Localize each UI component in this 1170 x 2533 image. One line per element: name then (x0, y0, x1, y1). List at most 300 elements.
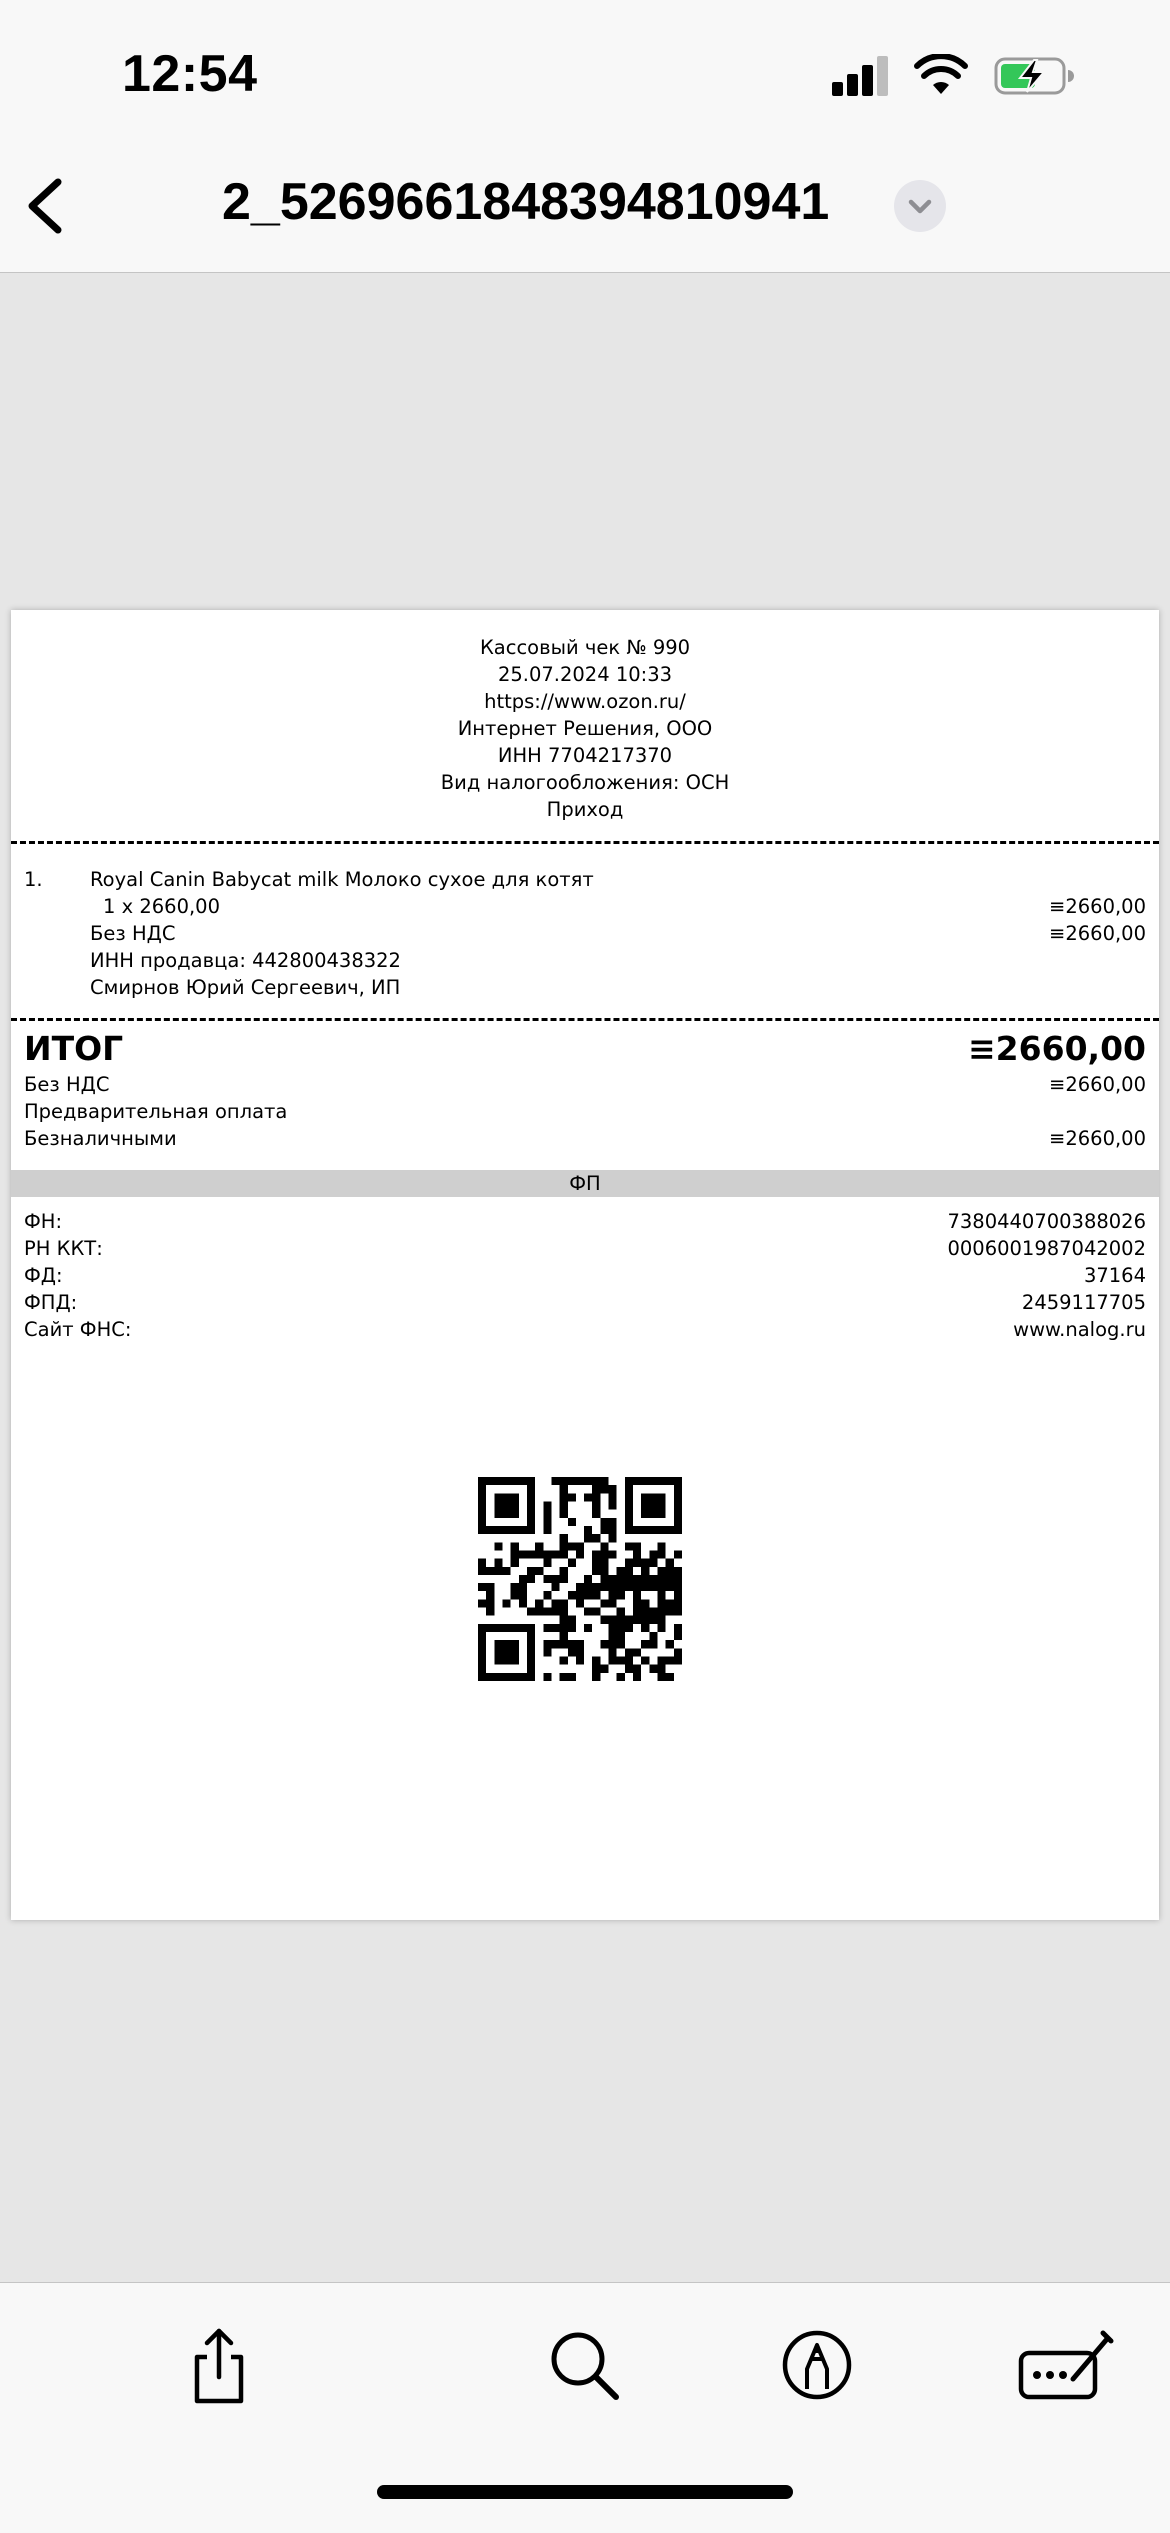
qr-module (576, 1542, 584, 1550)
qr-module (560, 1477, 568, 1485)
item-seller-inn-row (24, 947, 1146, 974)
qr-module (617, 1673, 625, 1681)
fiscal-value: 0006001987042002 (947, 1237, 1146, 1260)
dashed-divider (11, 841, 1159, 844)
qr-module (551, 1599, 559, 1607)
status-time: 12:54 (122, 45, 258, 103)
fiscal-row-fpd (24, 1289, 1146, 1316)
qr-module (609, 1640, 617, 1648)
qr-module (535, 1599, 543, 1607)
qr-module (592, 1657, 600, 1665)
qr-module (486, 1608, 494, 1616)
qr-module (568, 1648, 576, 1656)
qr-module (658, 1542, 666, 1550)
item-name: Royal Canin Babycat milk Молоко сухое для котят (90, 868, 594, 891)
sign-icon[interactable] (1017, 2323, 1117, 2407)
receipt-title: Кассовый чек № 990 (479, 636, 691, 659)
qr-module (674, 1567, 682, 1575)
qr-module (551, 1575, 559, 1583)
qr-module (568, 1640, 576, 1648)
qr-module (617, 1567, 625, 1575)
qr-module (658, 1550, 666, 1558)
qr-module (560, 1501, 568, 1509)
cashless-amount: ≡2660,00 (1049, 1127, 1146, 1150)
qr-module (535, 1608, 543, 1616)
qr-module (592, 1550, 600, 1558)
qr-module (617, 1640, 625, 1648)
qr-module (560, 1485, 568, 1493)
cashless-row (24, 1125, 1146, 1152)
qr-module (609, 1501, 617, 1509)
fiscal-row-rn-kkt (24, 1235, 1146, 1262)
qr-module (478, 1567, 486, 1575)
qr-module (560, 1608, 568, 1616)
qr-module (641, 1640, 649, 1648)
qr-module (674, 1657, 682, 1665)
total-vat-amount: ≡2660,00 (1049, 1073, 1146, 1096)
qr-module (600, 1526, 608, 1534)
item-qty-row (24, 893, 1146, 920)
fiscal-value: 2459117705 (1021, 1291, 1146, 1314)
qr-module (560, 1542, 568, 1550)
total-vat-row (24, 1071, 1146, 1098)
qr-module (592, 1534, 600, 1542)
qr-module (584, 1608, 592, 1616)
qr-module (511, 1550, 519, 1558)
qr-module (486, 1567, 494, 1575)
qr-module (600, 1559, 608, 1567)
qr-module (641, 1493, 665, 1517)
chevron-down-icon (894, 180, 946, 232)
qr-module (609, 1632, 617, 1640)
qr-module (609, 1616, 617, 1624)
receipt-website: https://www.ozon.ru/ (484, 690, 686, 713)
qr-module (609, 1575, 617, 1583)
qr-module (625, 1559, 633, 1567)
qr-module (543, 1648, 551, 1656)
qr-module (486, 1583, 494, 1591)
qr-module (584, 1534, 592, 1542)
qr-module (625, 1657, 633, 1665)
qr-module (625, 1648, 633, 1656)
qr-module (617, 1575, 625, 1583)
qr-module (592, 1591, 600, 1599)
qr-module (560, 1624, 568, 1632)
qr-module (560, 1673, 568, 1681)
qr-module (600, 1575, 608, 1583)
fiscal-value: 37164 (1083, 1264, 1146, 1287)
qr-module (551, 1624, 559, 1632)
qr-module (576, 1640, 584, 1648)
qr-module (543, 1518, 551, 1526)
fiscal-label: РН ККТ: (24, 1237, 103, 1260)
qr-module (592, 1608, 600, 1616)
cellular-signal-icon (832, 56, 890, 96)
qr-module (658, 1608, 666, 1616)
qr-module (674, 1608, 682, 1616)
qr-module (625, 1624, 633, 1632)
battery-charging-icon (994, 56, 1074, 96)
fiscal-row-fd (24, 1262, 1146, 1289)
qr-module (609, 1648, 617, 1656)
qr-module (674, 1575, 682, 1583)
qr-module (511, 1591, 519, 1599)
qr-module (617, 1624, 625, 1632)
fiscal-label: Сайт ФНС: (24, 1318, 132, 1341)
qr-module (568, 1542, 576, 1550)
fiscal-label: ФД: (24, 1264, 63, 1287)
qr-module (527, 1550, 535, 1558)
cashless-label: Безналичными (24, 1127, 177, 1150)
fiscal-label: ФН: (24, 1210, 63, 1233)
qr-module (633, 1575, 641, 1583)
qr-module (494, 1493, 518, 1517)
qr-module (609, 1624, 617, 1632)
wifi-icon (914, 54, 968, 96)
qr-module (560, 1550, 568, 1558)
prepayment-row (24, 1098, 1146, 1125)
qr-module (527, 1567, 535, 1575)
qr-module (551, 1550, 559, 1558)
qr-module (576, 1583, 584, 1591)
qr-module (592, 1510, 600, 1518)
qr-module (600, 1640, 608, 1648)
qr-module (674, 1632, 682, 1640)
item-seller-name: Смирнов Юрий Сергеевич, ИП (90, 976, 401, 999)
home-indicator (377, 2485, 793, 2499)
qr-module (568, 1493, 576, 1501)
qr-module (592, 1485, 600, 1493)
qr-module (560, 1493, 568, 1501)
receipt-header (11, 634, 1159, 823)
receipt-operation-type: Приход (546, 798, 624, 821)
qr-module (649, 1559, 657, 1567)
qr-module (609, 1599, 617, 1607)
qr-module (617, 1616, 625, 1624)
item-qty: 1 x 2660,00 (103, 895, 220, 918)
prepayment-label: Предварительная оплата (24, 1100, 288, 1123)
qr-module (592, 1493, 600, 1501)
qr-module (625, 1616, 633, 1624)
qr-module (641, 1559, 649, 1567)
qr-module (609, 1518, 617, 1526)
qr-module (519, 1550, 527, 1558)
qr-module (641, 1599, 649, 1607)
qr-module (641, 1624, 649, 1632)
qr-module (560, 1616, 568, 1624)
item-number: 1. (24, 868, 43, 891)
qr-code (478, 1477, 682, 1681)
qr-module (666, 1673, 674, 1681)
qr-module (568, 1624, 576, 1632)
qr-module (576, 1657, 584, 1665)
qr-module (543, 1526, 551, 1534)
qr-module (584, 1493, 592, 1501)
qr-module (674, 1550, 682, 1558)
qr-module (600, 1542, 608, 1550)
qr-module (609, 1534, 617, 1542)
qr-module (543, 1575, 551, 1583)
qr-module (633, 1665, 641, 1673)
qr-module (600, 1550, 608, 1558)
qr-module (519, 1591, 527, 1599)
qr-module (543, 1591, 551, 1599)
qr-module (625, 1575, 633, 1583)
total-amount: ≡2660,00 (968, 1029, 1146, 1068)
qr-module (641, 1567, 649, 1575)
item-name-row (24, 866, 1146, 893)
top-bar (0, 0, 1170, 273)
qr-module (617, 1608, 625, 1616)
qr-module (535, 1550, 543, 1558)
qr-module (649, 1616, 657, 1624)
qr-module (674, 1624, 682, 1632)
qr-module (633, 1616, 641, 1624)
qr-module (592, 1567, 600, 1575)
dashed-divider (11, 1018, 1159, 1021)
qr-module (584, 1624, 592, 1632)
qr-module (600, 1485, 608, 1493)
qr-module (658, 1657, 666, 1665)
qr-module (641, 1657, 649, 1665)
qr-module (535, 1542, 543, 1550)
qr-module (600, 1477, 608, 1485)
qr-module (478, 1583, 486, 1591)
receipt-page[interactable] (11, 610, 1159, 1920)
qr-module (576, 1477, 584, 1485)
qr-module (543, 1624, 551, 1632)
qr-module (592, 1673, 600, 1681)
qr-module (592, 1559, 600, 1567)
item-amount: ≡2660,00 (1049, 895, 1146, 918)
qr-module (625, 1665, 633, 1673)
qr-module (576, 1599, 584, 1607)
qr-module (633, 1559, 641, 1567)
item-seller-name-row (24, 974, 1146, 1001)
qr-module (658, 1673, 666, 1681)
qr-module (649, 1608, 657, 1616)
qr-module (494, 1559, 502, 1567)
qr-module (568, 1559, 576, 1567)
qr-module (658, 1591, 666, 1599)
qr-module (600, 1583, 608, 1591)
qr-module (609, 1526, 617, 1534)
qr-module (543, 1640, 551, 1648)
qr-module (527, 1608, 535, 1616)
receipt-company-inn: ИНН 7704217370 (497, 744, 673, 767)
qr-module (609, 1591, 617, 1599)
receipt-tax-system: Вид налогообложения: ОСН (440, 771, 730, 794)
qr-module (617, 1657, 625, 1665)
qr-module (666, 1608, 674, 1616)
qr-module (658, 1665, 666, 1673)
qr-module (543, 1673, 551, 1681)
qr-module (543, 1550, 551, 1558)
qr-module (494, 1640, 518, 1664)
item-vat-label: Без НДС (90, 922, 176, 945)
qr-module (633, 1591, 641, 1599)
qr-module (551, 1583, 559, 1591)
qr-module (674, 1648, 682, 1656)
qr-module (519, 1575, 527, 1583)
qr-module (666, 1657, 674, 1665)
qr-module (625, 1542, 633, 1550)
qr-module (543, 1501, 551, 1509)
item-seller-inn: ИНН продавца: 442800438322 (90, 949, 401, 972)
qr-module (666, 1567, 674, 1575)
qr-module (568, 1591, 576, 1599)
qr-module (633, 1550, 641, 1558)
qr-module (641, 1608, 649, 1616)
markup-icon[interactable] (775, 2323, 859, 2407)
qr-module (674, 1591, 682, 1599)
qr-module (658, 1624, 666, 1632)
fiscal-label: ФПД: (24, 1291, 78, 1314)
qr-module (592, 1665, 600, 1673)
qr-module (527, 1575, 535, 1583)
qr-module (649, 1575, 657, 1583)
qr-module (584, 1526, 592, 1534)
qr-module (551, 1640, 559, 1648)
qr-module (584, 1591, 592, 1599)
qr-module (502, 1599, 510, 1607)
qr-module (658, 1583, 666, 1591)
qr-module (560, 1640, 568, 1648)
qr-module (649, 1550, 657, 1558)
qr-module (560, 1575, 568, 1583)
qr-module (486, 1591, 494, 1599)
qr-module (568, 1616, 576, 1624)
qr-module (641, 1575, 649, 1583)
qr-module (568, 1673, 576, 1681)
qr-module (478, 1599, 486, 1607)
qr-module (519, 1599, 527, 1607)
qr-module (560, 1632, 568, 1640)
receipt-datetime: 25.07.2024 10:33 (497, 663, 673, 686)
title-menu-button[interactable] (894, 180, 946, 232)
qr-module (658, 1567, 666, 1575)
qr-module (666, 1559, 674, 1567)
qr-module (560, 1657, 568, 1665)
qr-module (592, 1477, 600, 1485)
qr-module (649, 1632, 657, 1640)
fiscal-row-fn (24, 1208, 1146, 1235)
qr-module (584, 1575, 592, 1583)
qr-module (600, 1599, 608, 1607)
qr-module (617, 1632, 625, 1640)
qr-module (592, 1501, 600, 1509)
qr-module (666, 1640, 674, 1648)
qr-module (551, 1477, 559, 1485)
qr-module (494, 1542, 502, 1550)
qr-module (511, 1559, 519, 1567)
total-label: ИТОГ (24, 1029, 124, 1068)
qr-module (658, 1575, 666, 1583)
qr-module (560, 1599, 568, 1607)
qr-module (576, 1550, 584, 1558)
qr-module (543, 1559, 551, 1567)
qr-module (584, 1583, 592, 1591)
back-chevron-icon[interactable] (18, 168, 78, 244)
search-icon[interactable] (542, 2323, 626, 2407)
qr-module (511, 1583, 519, 1591)
qr-module (609, 1583, 617, 1591)
qr-module (600, 1518, 608, 1526)
qr-module (519, 1583, 527, 1591)
qr-module (633, 1648, 641, 1656)
qr-module (625, 1567, 633, 1575)
qr-module (666, 1599, 674, 1607)
qr-module (560, 1510, 568, 1518)
qr-module (633, 1599, 641, 1607)
receipt-company: Интернет Решения, ООО (457, 717, 713, 740)
qr-module (649, 1665, 657, 1673)
qr-module (658, 1599, 666, 1607)
qr-module (478, 1559, 486, 1567)
total-row (24, 1030, 1146, 1068)
qr-module (568, 1477, 576, 1485)
qr-module (633, 1542, 641, 1550)
item-vat-amount: ≡2660,00 (1049, 922, 1146, 945)
qr-module (560, 1567, 568, 1575)
qr-module (609, 1493, 617, 1501)
qr-module (576, 1591, 584, 1599)
fiscal-value: 7380440700388026 (947, 1210, 1146, 1233)
qr-module (511, 1542, 519, 1550)
qr-module (658, 1616, 666, 1624)
qr-module (600, 1616, 608, 1624)
qr-module (600, 1567, 608, 1575)
qr-module (666, 1575, 674, 1583)
qr-module (535, 1567, 543, 1575)
qr-module (592, 1583, 600, 1591)
qr-module (494, 1567, 502, 1575)
qr-module (584, 1477, 592, 1485)
qr-module (600, 1665, 608, 1673)
status-icons (832, 56, 1092, 100)
qr-module (674, 1599, 682, 1607)
qr-module (633, 1608, 641, 1616)
qr-module (502, 1567, 510, 1575)
qr-module (609, 1657, 617, 1665)
total-vat-label: Без НДС (24, 1073, 110, 1096)
item-vat-row (24, 920, 1146, 947)
qr-module (617, 1583, 625, 1591)
qr-module (576, 1648, 584, 1656)
qr-module (617, 1591, 625, 1599)
qr-module (486, 1599, 494, 1607)
qr-module (641, 1583, 649, 1591)
qr-module (625, 1583, 633, 1591)
qr-module (674, 1583, 682, 1591)
share-icon[interactable] (177, 2323, 261, 2407)
qr-module (633, 1673, 641, 1681)
qr-module (568, 1518, 576, 1526)
qr-module (649, 1583, 657, 1591)
qr-module (560, 1534, 568, 1542)
fp-section-bar: ФП (11, 1170, 1159, 1197)
qr-module (609, 1550, 617, 1558)
fiscal-value: www.nalog.ru (1013, 1318, 1146, 1341)
qr-module (649, 1640, 657, 1648)
fiscal-row-fns-site (24, 1316, 1146, 1343)
qr-module (641, 1616, 649, 1624)
qr-module (543, 1510, 551, 1518)
qr-module (633, 1583, 641, 1591)
qr-module (551, 1608, 559, 1616)
document-title[interactable]: 2_5269661848394810941 (222, 173, 830, 231)
qr-module (666, 1583, 674, 1591)
